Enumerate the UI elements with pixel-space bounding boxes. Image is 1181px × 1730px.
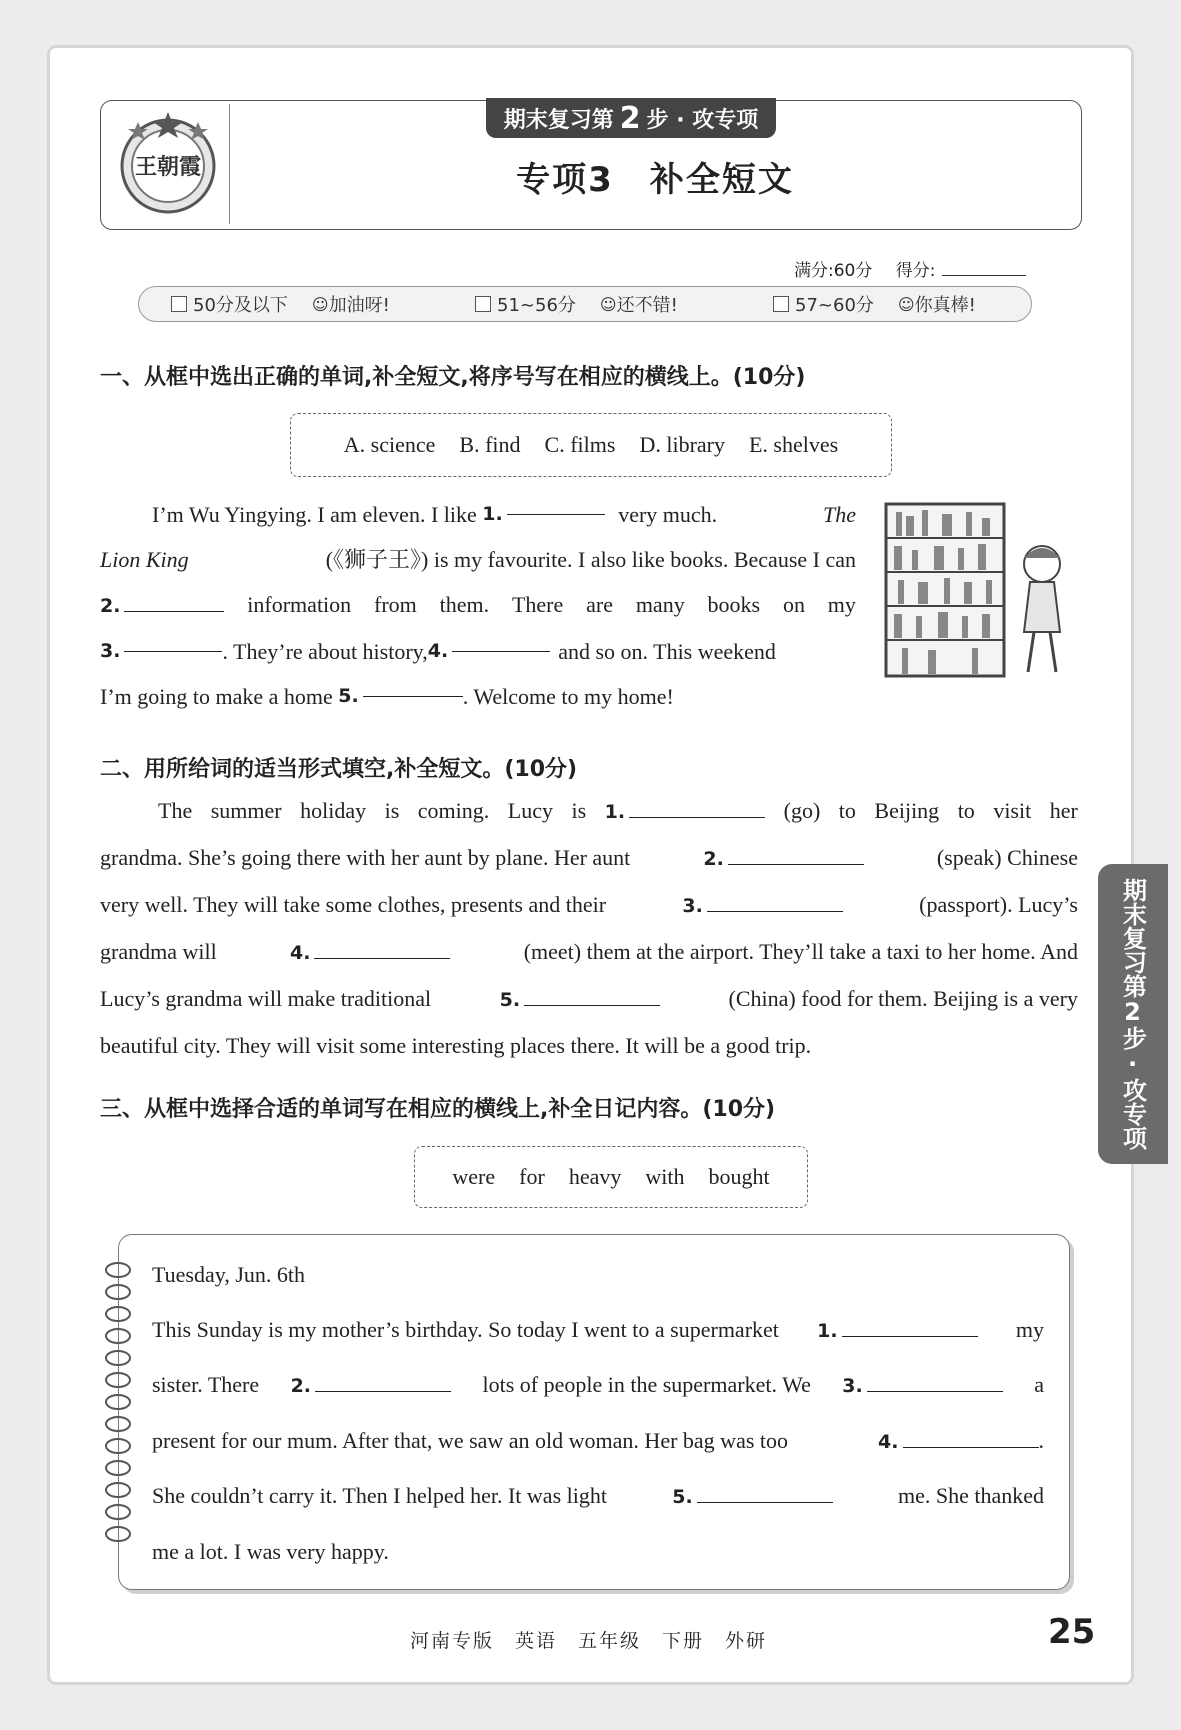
page-number: 25 [1048, 1612, 1096, 1652]
section3-word-box [414, 1146, 808, 1208]
text: (《狮子王》) is my favourite. I also like books. Because I can [325, 547, 856, 572]
word: them. [439, 592, 490, 617]
word: many [635, 592, 685, 617]
blank-number: 1. [817, 1319, 838, 1342]
score-blank[interactable] [942, 275, 1026, 276]
option-word: with [645, 1164, 685, 1189]
word: books [707, 592, 761, 617]
blank-number: 1. [604, 801, 626, 823]
publisher-logo [108, 108, 228, 220]
answer-blank-5[interactable] [697, 1480, 833, 1503]
step-tab-pre: 期末复习第 [503, 107, 614, 133]
word: holiday [300, 798, 367, 823]
section1-heading: 一、从框中选出正确的单词,补全短文,将序号写在相应的横线上。(10分) [100, 365, 806, 390]
blank-number: 3. [842, 1375, 863, 1397]
option-word: bought [708, 1164, 770, 1189]
text: She couldn’t carry it. Then I helped her. It was light [152, 1483, 607, 1508]
word: Beijing [874, 798, 940, 823]
word: summer [210, 798, 282, 823]
answer-blank-1[interactable] [842, 1314, 978, 1337]
text: (meet) them at the airport. They’ll take a taxi to her home. And [523, 939, 1078, 964]
step-number: 2 [619, 100, 641, 136]
page-title: 专项3 补全短文 [516, 160, 794, 200]
answer-blank-2[interactable] [728, 842, 864, 865]
word: are [586, 592, 613, 617]
answer-blank-4[interactable] [903, 1425, 1039, 1448]
text: . [1038, 1427, 1044, 1453]
option-d: D. library [639, 432, 725, 457]
answer-blank-3[interactable] [867, 1369, 1003, 1392]
rating-2[interactable] [475, 287, 678, 321]
blank-number: 4. [289, 942, 311, 964]
rating-face-text: 加油呀! [328, 295, 390, 316]
text: my [1015, 1316, 1044, 1342]
rating-label: 57~60分 [795, 295, 874, 316]
rating-bar [138, 286, 1032, 322]
answer-blank-1[interactable] [507, 492, 605, 515]
word: The [158, 798, 193, 823]
text: sister. There [152, 1372, 260, 1397]
option-word: heavy [568, 1164, 622, 1189]
blank-number: 5. [338, 685, 359, 707]
section3-heading: 三、从框中选择合适的单词写在相应的横线上,补全日记内容。(10分) [100, 1097, 776, 1122]
text: Lucy’s grandma will make traditional [100, 986, 432, 1011]
blank-number: 5. [672, 1486, 693, 1508]
text: I’m Wu Yingying. I am eleven. I like [152, 502, 483, 527]
diary-passage [152, 1248, 1044, 1579]
blank-number: 5. [499, 989, 521, 1011]
word: on [782, 592, 805, 617]
face-icon: ☺ [897, 294, 915, 314]
option-b: B. find [459, 432, 521, 457]
answer-blank-2[interactable] [315, 1369, 451, 1392]
blank-number: 3. [682, 895, 703, 917]
text: me. She thanked [897, 1483, 1044, 1508]
text: beautiful city. They will visit some interesting places there. It will be a good trip. [100, 1033, 812, 1058]
word: my [827, 592, 856, 617]
word: is [571, 798, 587, 823]
text: grandma. She’s going there with her aunt by plane. Her aunt [100, 845, 631, 870]
text: I’m going to make a home [100, 684, 339, 709]
title-italic: The [823, 502, 856, 527]
checkbox-icon[interactable] [171, 296, 187, 312]
blank-number: 3. [100, 640, 121, 662]
section2-passage [100, 788, 1078, 1068]
text: a [1034, 1372, 1044, 1397]
blank-number: 2. [703, 848, 724, 870]
side-tab: 期末复习第2步·攻专项 [1098, 864, 1168, 1164]
checkbox-icon[interactable] [475, 296, 491, 312]
score-line [794, 256, 1026, 281]
diary-date: Tuesday, Jun. 6th [152, 1262, 306, 1287]
word: to [957, 798, 975, 823]
got-score-label: 得分: [895, 261, 936, 281]
text: (passport). Lucy’s [919, 892, 1078, 917]
word: information [247, 592, 352, 617]
rating-label: 50分及以下 [193, 295, 288, 316]
text: and so on. This weekend [558, 639, 776, 664]
answer-blank-4[interactable] [314, 936, 450, 959]
answer-blank-3[interactable] [707, 889, 843, 912]
answer-blank-2[interactable] [124, 589, 224, 612]
rating-label: 51~56分 [497, 295, 576, 316]
blank-number: 4. [878, 1430, 899, 1453]
word: to [838, 798, 856, 823]
rating-1[interactable] [171, 287, 390, 321]
text: . They’re about history, [222, 639, 428, 664]
option-c: C. films [544, 432, 616, 457]
rating-3[interactable] [773, 287, 976, 321]
text: very much. [612, 502, 723, 527]
section2-heading: 二、用所给词的适当形式填空,补全短文。(10分) [100, 757, 578, 782]
blank-number: 2. [100, 595, 121, 617]
rating-face-text: 你真棒! [914, 295, 976, 316]
word: coming. [417, 798, 490, 823]
text: present for our mum. After that, we saw an old woman. Her bag was too [152, 1427, 789, 1453]
title-italic: Lion King [100, 547, 189, 572]
text: (China) food for them. Beijing is a very [728, 986, 1078, 1011]
text: (speak) Chinese [936, 845, 1078, 870]
blank-number: 1. [482, 503, 503, 525]
blank-number: 2. [290, 1375, 312, 1397]
option-word: for [519, 1164, 545, 1189]
face-icon: ☺ [599, 294, 617, 314]
option-word: were [452, 1164, 496, 1189]
svg-text:王朝霞: 王朝霞 [134, 154, 202, 180]
word: is [384, 798, 400, 823]
blank-number: 4. [427, 640, 449, 662]
text: very well. They will take some clothes, presents and their [100, 892, 607, 917]
option-a: A. science [343, 432, 436, 457]
answer-blank-5[interactable] [524, 983, 660, 1006]
word-hint: (go) [783, 798, 821, 823]
answer-blank-4[interactable] [452, 629, 550, 652]
text: . Welcome to my home! [462, 684, 674, 709]
answer-blank-5[interactable] [363, 674, 463, 697]
section1-word-box [290, 413, 892, 477]
footer-info: 河南专版 英语 五年级 下册 外研 [410, 1631, 768, 1652]
text: This Sunday is my mother’s birthday. So today I went to a supermarket [152, 1316, 779, 1342]
section1-passage [100, 492, 856, 719]
face-icon: ☺ [311, 294, 329, 314]
answer-blank-1[interactable] [629, 795, 765, 818]
full-score: 满分:60分 [794, 261, 873, 281]
checkbox-icon[interactable] [773, 296, 789, 312]
step-tab [486, 98, 776, 138]
spiral-binding-icon [98, 1260, 138, 1550]
word: Lucy [507, 798, 553, 823]
word: visit [993, 798, 1032, 823]
option-e: E. shelves [748, 432, 839, 457]
word: There [511, 592, 564, 617]
bookshelf-girl-illustration [882, 502, 1076, 680]
rating-face-text: 还不错! [616, 295, 678, 316]
word: from [374, 592, 417, 617]
step-tab-post: 步 · 攻专项 [646, 107, 759, 133]
text: lots of people in the supermarket. We [482, 1372, 811, 1397]
text: grandma will [100, 939, 217, 964]
text: me a lot. I was very happy. [152, 1538, 389, 1564]
answer-blank-3[interactable] [124, 629, 222, 652]
word: her [1049, 798, 1078, 823]
